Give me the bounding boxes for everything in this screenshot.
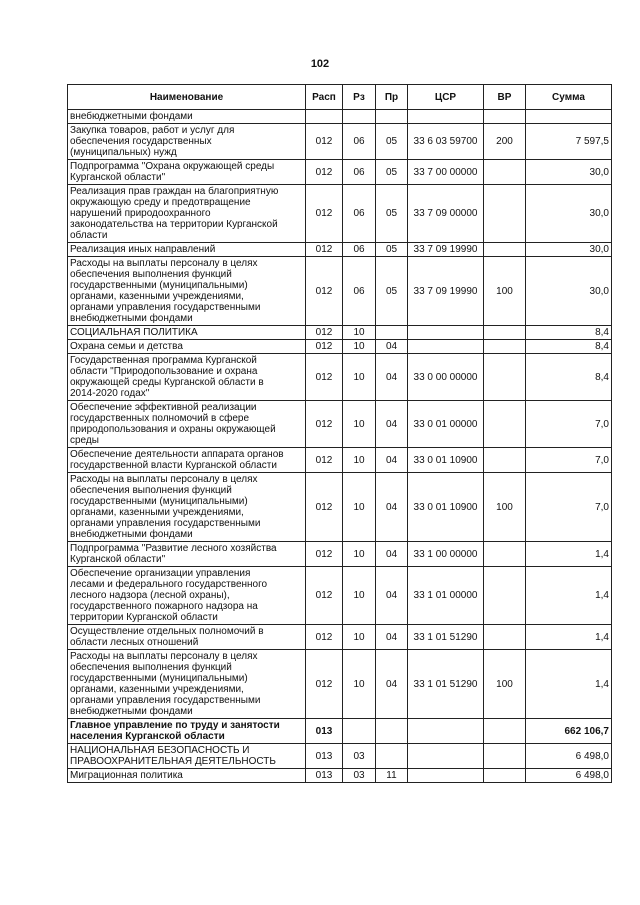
cell-pr: 04 xyxy=(376,340,408,354)
table-body xyxy=(68,110,612,783)
table-row xyxy=(68,243,612,257)
cell-vr xyxy=(484,567,526,625)
cell-pr: 05 xyxy=(376,257,408,326)
cell-rz: 10 xyxy=(343,326,376,340)
table-row xyxy=(68,473,612,542)
cell-csr xyxy=(408,744,484,769)
cell-vr xyxy=(484,185,526,243)
cell-sum: 30,0 xyxy=(526,160,612,185)
cell-vr: 200 xyxy=(484,124,526,160)
cell-vr xyxy=(484,401,526,448)
table-row xyxy=(68,185,612,243)
cell-name: Подпрограмма "Развитие лесного хозяйства Курганской области" xyxy=(68,542,306,567)
cell-name: Расходы на выплаты персоналу в целях обеспечения выполнения функций государственными (муниципальными) органами, казенными учреждениями, органами управления государственными внебюджетными фондами xyxy=(68,473,306,542)
table-row xyxy=(68,257,612,326)
cell-name: Закупка товаров, работ и услуг для обеспечения государственных (муниципальных) нужд xyxy=(68,124,306,160)
cell-sum xyxy=(526,110,612,124)
cell-rz: 06 xyxy=(343,257,376,326)
cell-rasp: 012 xyxy=(306,650,343,719)
table-row xyxy=(68,110,612,124)
cell-csr xyxy=(408,326,484,340)
table-row xyxy=(68,719,612,744)
cell-sum: 30,0 xyxy=(526,185,612,243)
cell-rasp: 012 xyxy=(306,625,343,650)
table-row xyxy=(68,401,612,448)
cell-csr xyxy=(408,769,484,783)
cell-name: Реализация прав граждан на благоприятную окружающую среду и предотвращение нарушений природоохранного законодательства на территории Курганской области xyxy=(68,185,306,243)
cell-pr: 04 xyxy=(376,650,408,719)
cell-name: Расходы на выплаты персоналу в целях обеспечения выполнения функций государственными (муниципальными) органами, казенными учреждениями, органами управления государственными внебюджетными фондами xyxy=(68,257,306,326)
cell-csr: 33 0 01 00000 xyxy=(408,401,484,448)
cell-rasp: 012 xyxy=(306,160,343,185)
header-name: Наименование xyxy=(68,85,306,110)
cell-rasp: 012 xyxy=(306,124,343,160)
cell-pr: 04 xyxy=(376,401,408,448)
cell-vr: 100 xyxy=(484,257,526,326)
header-pr: Пр xyxy=(376,85,408,110)
cell-vr xyxy=(484,542,526,567)
cell-rasp: 012 xyxy=(306,473,343,542)
cell-sum: 30,0 xyxy=(526,257,612,326)
cell-rz: 03 xyxy=(343,769,376,783)
cell-sum: 6 498,0 xyxy=(526,744,612,769)
cell-pr: 11 xyxy=(376,769,408,783)
header-csr: ЦСР xyxy=(408,85,484,110)
table-row xyxy=(68,744,612,769)
cell-rasp: 012 xyxy=(306,448,343,473)
cell-rz: 10 xyxy=(343,542,376,567)
cell-rasp: 012 xyxy=(306,354,343,401)
cell-pr: 04 xyxy=(376,354,408,401)
table-row xyxy=(68,542,612,567)
cell-sum: 8,4 xyxy=(526,340,612,354)
cell-rz: 06 xyxy=(343,243,376,257)
page-number: 102 xyxy=(310,58,330,70)
cell-name: Реализация иных направлений xyxy=(68,243,306,257)
table-row xyxy=(68,448,612,473)
cell-csr xyxy=(408,110,484,124)
cell-pr xyxy=(376,719,408,744)
cell-name: Подпрограмма "Охрана окружающей среды Курганской области" xyxy=(68,160,306,185)
cell-rz: 10 xyxy=(343,340,376,354)
cell-csr: 33 1 00 00000 xyxy=(408,542,484,567)
header-vr: ВР xyxy=(484,85,526,110)
cell-rasp: 012 xyxy=(306,401,343,448)
cell-rz: 03 xyxy=(343,744,376,769)
cell-vr xyxy=(484,625,526,650)
cell-pr: 04 xyxy=(376,625,408,650)
cell-rz: 10 xyxy=(343,354,376,401)
cell-pr: 04 xyxy=(376,542,408,567)
cell-rasp xyxy=(306,110,343,124)
header-rasp: Расп xyxy=(306,85,343,110)
cell-name: внебюджетными фондами xyxy=(68,110,306,124)
cell-name: СОЦИАЛЬНАЯ ПОЛИТИКА xyxy=(68,326,306,340)
cell-rz: 10 xyxy=(343,625,376,650)
cell-rz xyxy=(343,719,376,744)
table-row xyxy=(68,625,612,650)
table-row xyxy=(68,160,612,185)
cell-sum: 1,4 xyxy=(526,650,612,719)
cell-csr: 33 7 09 00000 xyxy=(408,185,484,243)
cell-rz: 06 xyxy=(343,124,376,160)
cell-rasp: 012 xyxy=(306,257,343,326)
cell-rasp: 012 xyxy=(306,185,343,243)
cell-vr xyxy=(484,354,526,401)
cell-csr xyxy=(408,340,484,354)
cell-csr: 33 7 09 19990 xyxy=(408,243,484,257)
cell-csr: 33 1 01 51290 xyxy=(408,625,484,650)
cell-rz: 10 xyxy=(343,650,376,719)
cell-csr: 33 1 01 00000 xyxy=(408,567,484,625)
cell-rasp: 012 xyxy=(306,326,343,340)
cell-vr xyxy=(484,110,526,124)
cell-vr xyxy=(484,769,526,783)
cell-name: Обеспечение деятельности аппарата органов государственной власти Курганской области xyxy=(68,448,306,473)
cell-rasp: 013 xyxy=(306,719,343,744)
cell-vr xyxy=(484,340,526,354)
cell-name: Осуществление отдельных полномочий в области лесных отношений xyxy=(68,625,306,650)
cell-rz xyxy=(343,110,376,124)
cell-rz: 10 xyxy=(343,473,376,542)
cell-rasp: 012 xyxy=(306,567,343,625)
table-header-row xyxy=(68,85,612,110)
cell-rz: 06 xyxy=(343,160,376,185)
cell-vr xyxy=(484,744,526,769)
cell-sum: 662 106,7 xyxy=(526,719,612,744)
table-row xyxy=(68,340,612,354)
cell-pr: 05 xyxy=(376,243,408,257)
cell-rz: 10 xyxy=(343,567,376,625)
cell-vr xyxy=(484,243,526,257)
budget-table xyxy=(67,84,612,783)
cell-pr xyxy=(376,110,408,124)
table-row xyxy=(68,567,612,625)
cell-vr: 100 xyxy=(484,650,526,719)
cell-pr: 05 xyxy=(376,160,408,185)
cell-vr xyxy=(484,160,526,185)
cell-rasp: 013 xyxy=(306,744,343,769)
cell-pr xyxy=(376,326,408,340)
cell-sum: 1,4 xyxy=(526,567,612,625)
cell-pr xyxy=(376,744,408,769)
cell-sum: 7 597,5 xyxy=(526,124,612,160)
cell-csr xyxy=(408,719,484,744)
cell-name: Обеспечение организации управления лесами и федерального государственного лесного надзора (лесной охраны), государственного пожарного надзора на территории Курганской области xyxy=(68,567,306,625)
header-rz: Рз xyxy=(343,85,376,110)
cell-sum: 1,4 xyxy=(526,625,612,650)
cell-pr: 04 xyxy=(376,567,408,625)
cell-rasp: 012 xyxy=(306,340,343,354)
cell-sum: 7,0 xyxy=(526,473,612,542)
cell-pr: 04 xyxy=(376,473,408,542)
cell-vr xyxy=(484,448,526,473)
cell-sum: 1,4 xyxy=(526,542,612,567)
cell-rz: 10 xyxy=(343,401,376,448)
cell-csr: 33 6 03 59700 xyxy=(408,124,484,160)
cell-rasp: 012 xyxy=(306,542,343,567)
cell-name: Государственная программа Курганской области "Природопользование и охрана окружающей среды Курганской области в 2014-2020 годах" xyxy=(68,354,306,401)
cell-name: Обеспечение эффективной реализации государственных полномочий в сфере природопользования и охраны окружающей среды xyxy=(68,401,306,448)
cell-pr: 05 xyxy=(376,185,408,243)
cell-rz: 10 xyxy=(343,448,376,473)
cell-sum: 7,0 xyxy=(526,401,612,448)
cell-csr: 33 7 00 00000 xyxy=(408,160,484,185)
cell-sum: 8,4 xyxy=(526,326,612,340)
cell-csr: 33 7 09 19990 xyxy=(408,257,484,326)
table-row xyxy=(68,326,612,340)
cell-name: Расходы на выплаты персоналу в целях обеспечения выполнения функций государственными (муниципальными) органами, казенными учреждениями, органами управления государственными внебюджетными фондами xyxy=(68,650,306,719)
cell-csr: 33 0 01 10900 xyxy=(408,448,484,473)
cell-vr xyxy=(484,719,526,744)
cell-name: Главное управление по труду и занятости населения Курганской области xyxy=(68,719,306,744)
cell-csr: 33 0 00 00000 xyxy=(408,354,484,401)
header-sum: Сумма xyxy=(526,85,612,110)
cell-csr: 33 0 01 10900 xyxy=(408,473,484,542)
cell-vr: 100 xyxy=(484,473,526,542)
cell-rz: 06 xyxy=(343,185,376,243)
cell-rasp: 013 xyxy=(306,769,343,783)
cell-pr: 05 xyxy=(376,124,408,160)
cell-vr xyxy=(484,326,526,340)
table-row xyxy=(68,124,612,160)
table-row xyxy=(68,769,612,783)
cell-csr: 33 1 01 51290 xyxy=(408,650,484,719)
cell-name: Миграционная политика xyxy=(68,769,306,783)
cell-name: Охрана семьи и детства xyxy=(68,340,306,354)
cell-sum: 8,4 xyxy=(526,354,612,401)
table-row xyxy=(68,354,612,401)
cell-sum: 6 498,0 xyxy=(526,769,612,783)
cell-sum: 30,0 xyxy=(526,243,612,257)
cell-pr: 04 xyxy=(376,448,408,473)
table-row xyxy=(68,650,612,719)
cell-name: НАЦИОНАЛЬНАЯ БЕЗОПАСНОСТЬ И ПРАВООХРАНИТЕЛЬНАЯ ДЕЯТЕЛЬНОСТЬ xyxy=(68,744,306,769)
cell-sum: 7,0 xyxy=(526,448,612,473)
cell-rasp: 012 xyxy=(306,243,343,257)
